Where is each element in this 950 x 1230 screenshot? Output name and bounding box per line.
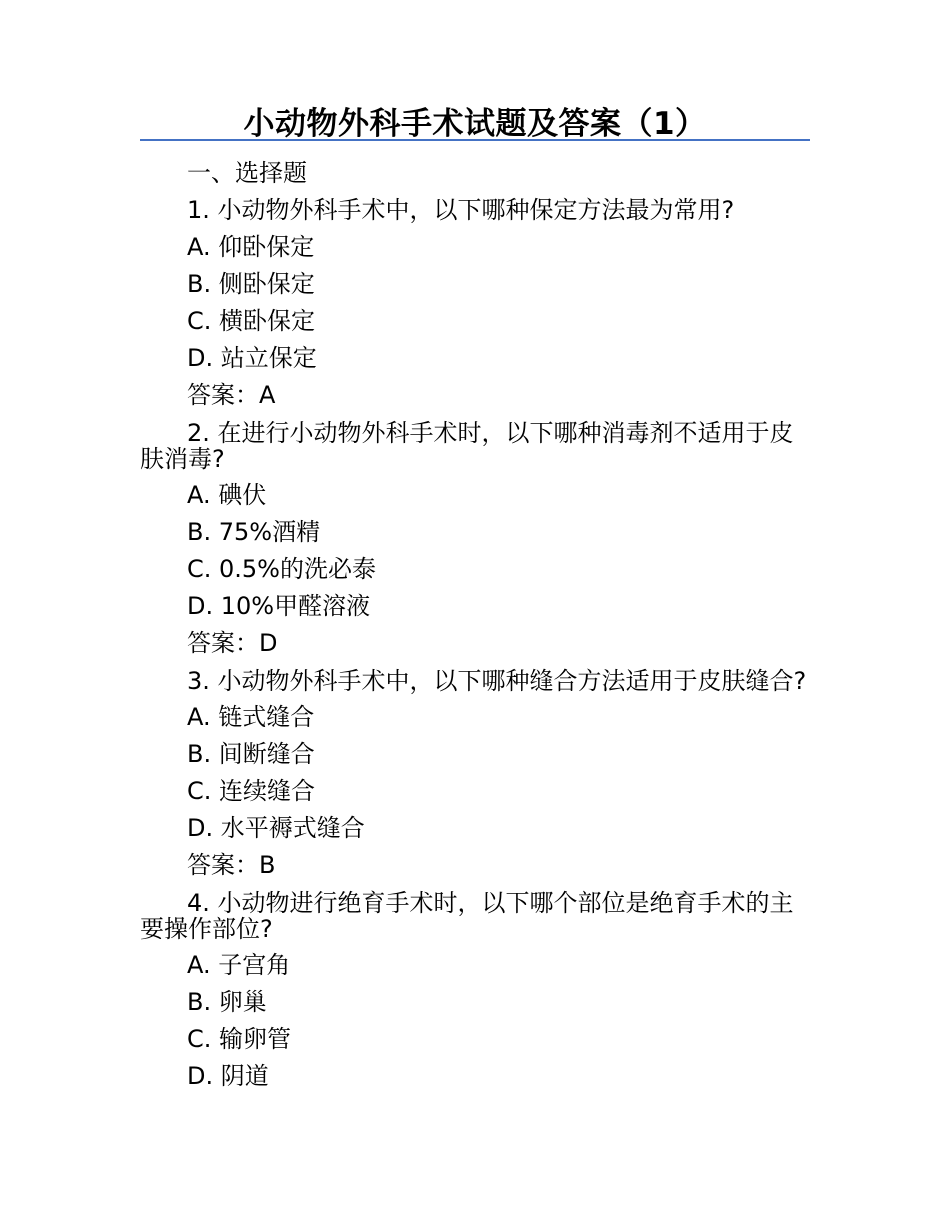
option: C. 连续缝合: [187, 777, 316, 805]
option: C. 横卧保定: [187, 307, 316, 335]
question-text: 4. 小动物进行绝育手术时，以下哪个部位是绝育手术的主要操作部位?: [140, 889, 794, 943]
answer: 答案：B: [187, 851, 276, 879]
document-title: 小动物外科手术试题及答案（1）: [243, 106, 707, 142]
option: D. 10%甲醛溶液: [187, 592, 371, 620]
option: A. 仰卧保定: [187, 233, 315, 261]
document-body: [140, 155, 812, 1095]
option: D. 站立保定: [187, 344, 317, 372]
question-text: 3. 小动物外科手术中，以下哪种缝合方法适用于皮肤缝合?: [187, 667, 807, 695]
option: D. 阴道: [187, 1062, 269, 1090]
answer: 答案：D: [187, 629, 278, 657]
option: B. 侧卧保定: [187, 270, 315, 298]
option: A. 碘伏: [187, 481, 267, 509]
option: C. 输卵管: [187, 1025, 292, 1053]
title-underline: [140, 139, 810, 141]
option: A. 链式缝合: [187, 703, 315, 731]
option: B. 卵巢: [187, 988, 267, 1016]
answer: 答案：A: [187, 381, 276, 409]
option: C. 0.5%的洗必泰: [187, 555, 376, 583]
question-text: 1. 小动物外科手术中，以下哪种保定方法最为常用?: [187, 196, 735, 224]
section-heading: 一、选择题: [187, 159, 307, 187]
option: B. 间断缝合: [187, 740, 315, 768]
question-text: 2. 在进行小动物外科手术时，以下哪种消毒剂不适用于皮肤消毒?: [140, 419, 794, 473]
option: D. 水平褥式缝合: [187, 814, 365, 842]
option: B. 75%酒精: [187, 518, 321, 546]
option: A. 子宫角: [187, 951, 291, 979]
